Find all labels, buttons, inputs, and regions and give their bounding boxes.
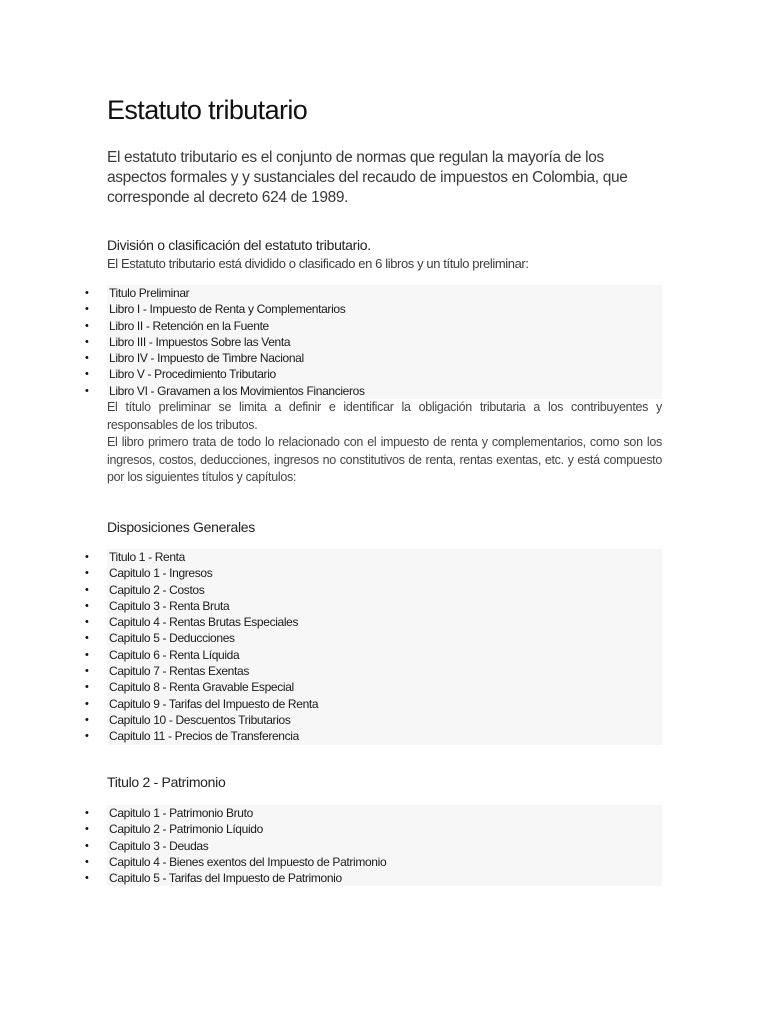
list-item-text: Capitulo 9 - Tarifas del Impuesto de Renta: [109, 696, 319, 711]
bullet-icon: •: [85, 839, 89, 852]
division-heading: División o clasificación del estatuto tributario.: [107, 237, 371, 253]
bullet-icon: •: [85, 384, 89, 397]
list-item-text: Capitulo 1 - Patrimonio Bruto: [109, 806, 253, 820]
list-item-text: Libro II - Retención en la Fuente: [109, 318, 269, 333]
list-item-text: Capitulo 2 - Patrimonio Líquido: [109, 822, 263, 837]
list-item-text: Capitulo 10 - Descuentos Tributarios: [109, 712, 291, 727]
list-item-text: Capitulo 1 - Ingresos: [109, 566, 213, 581]
bullet-icon: •: [85, 681, 89, 694]
bullet-icon: •: [85, 632, 89, 645]
list-item-text: Libro V - Procedimiento Tributario: [109, 367, 276, 382]
list-item-text: Titulo Preliminar: [109, 286, 190, 300]
list-item: [85, 838, 662, 854]
titulo-1-list: [85, 549, 662, 745]
disposiciones-heading: Disposiciones Generales: [107, 519, 255, 535]
bullet-icon: •: [85, 823, 89, 836]
bullet-icon: •: [85, 583, 89, 596]
list-item-text: Libro IV - Impuesto de Timbre Nacional: [109, 351, 304, 366]
list-item: [85, 582, 662, 598]
list-item: [85, 647, 662, 663]
list-item: [85, 696, 662, 712]
patrimonio-heading: Titulo 2 - Patrimonio: [107, 774, 226, 790]
bullet-icon: •: [85, 599, 89, 612]
list-item: [85, 712, 662, 728]
bullet-icon: •: [85, 730, 89, 743]
list-item: [85, 630, 662, 646]
list-item: [85, 383, 662, 399]
list-item-text: Capitulo 4 - Rentas Brutas Especiales: [109, 615, 299, 630]
list-item-text: Libro VI - Gravamen a los Movimientos Financieros: [109, 383, 365, 398]
list-item-text: Capitulo 3 - Deudas: [109, 838, 209, 853]
list-item: [85, 728, 662, 744]
bullet-icon: •: [85, 551, 89, 563]
list-item-text: Capitulo 5 - Deducciones: [109, 631, 235, 646]
bullet-icon: •: [85, 287, 89, 299]
list-item: [85, 854, 662, 870]
list-item: [85, 285, 662, 301]
bullet-icon: •: [85, 303, 89, 316]
bullet-icon: •: [85, 648, 89, 661]
titulo-2-list: [85, 805, 662, 886]
bullet-icon: •: [85, 665, 89, 678]
list-item: [85, 614, 662, 630]
list-item: [85, 565, 662, 581]
libro-primero-paragraph: El libro primero trata de todo lo relacionado con el impuesto de renta y complementarios, como son los ingresos, costos, deducciones, ingresos no constitutivos de renta, rentas exentas, etc. y está compuesto por los siguientes títulos y capítulos:: [107, 435, 662, 484]
list-item-text: Capitulo 6 - Renta Líquida: [109, 647, 240, 662]
list-item: [85, 334, 662, 350]
list-item-text: Capitulo 11 - Precios de Transferencia: [109, 729, 299, 744]
bullet-icon: •: [85, 855, 89, 868]
list-item-text: Libro I - Impuesto de Renta y Complementarios: [109, 302, 346, 317]
list-item-text: Titulo 1 - Renta: [109, 550, 185, 564]
libros-list: [85, 285, 662, 399]
list-item: [85, 679, 662, 695]
list-item-text: Capitulo 7 - Rentas Exentas: [109, 664, 249, 679]
division-subtext: El Estatuto tributario está dividido o clasificado en 6 libros y un título preliminar:: [107, 256, 529, 271]
list-item: [85, 318, 662, 334]
bullet-icon: •: [85, 697, 89, 710]
bullet-icon: •: [85, 319, 89, 332]
bullet-icon: •: [85, 352, 89, 365]
list-item: [85, 821, 662, 837]
intro-paragraph: El estatuto tributario es el conjunto de normas que regulan la mayoría de los aspectos formales y y sustanciales del recaudo de impuestos en Colombia, que corresponde al decreto 624 de 1989.: [107, 149, 628, 206]
list-item-text: Capitulo 4 - Bienes exentos del Impuesto de Patrimonio: [109, 854, 387, 869]
list-item: [85, 805, 662, 821]
bullet-icon: •: [85, 335, 89, 348]
list-item-text: Capitulo 8 - Renta Gravable Especial: [109, 680, 294, 695]
list-item: [85, 301, 662, 317]
list-item: [85, 350, 662, 366]
list-item-text: Capitulo 3 - Renta Bruta: [109, 598, 230, 613]
list-item-text: Capitulo 5 - Tarifas del Impuesto de Patrimonio: [109, 871, 342, 886]
bullet-icon: •: [85, 616, 89, 629]
bullet-icon: •: [85, 807, 89, 819]
list-item: [85, 366, 662, 382]
bullet-icon: •: [85, 567, 89, 580]
list-item-text: Capitulo 2 - Costos: [109, 582, 205, 597]
list-item: [85, 663, 662, 679]
bullet-icon: •: [85, 368, 89, 381]
bullet-icon: •: [85, 872, 89, 885]
list-item: [85, 870, 662, 886]
page-title: Estatuto tributario: [107, 95, 308, 125]
list-item: [85, 549, 662, 565]
list-item-text: Libro III - Impuestos Sobre las Venta: [109, 334, 291, 349]
titulo-preliminar-paragraph: El título preliminar se limita a definir e identificar la obligación tributaria a los contribuyentes y responsables de los tributos.: [107, 400, 662, 432]
list-item: [85, 598, 662, 614]
bullet-icon: •: [85, 713, 89, 726]
